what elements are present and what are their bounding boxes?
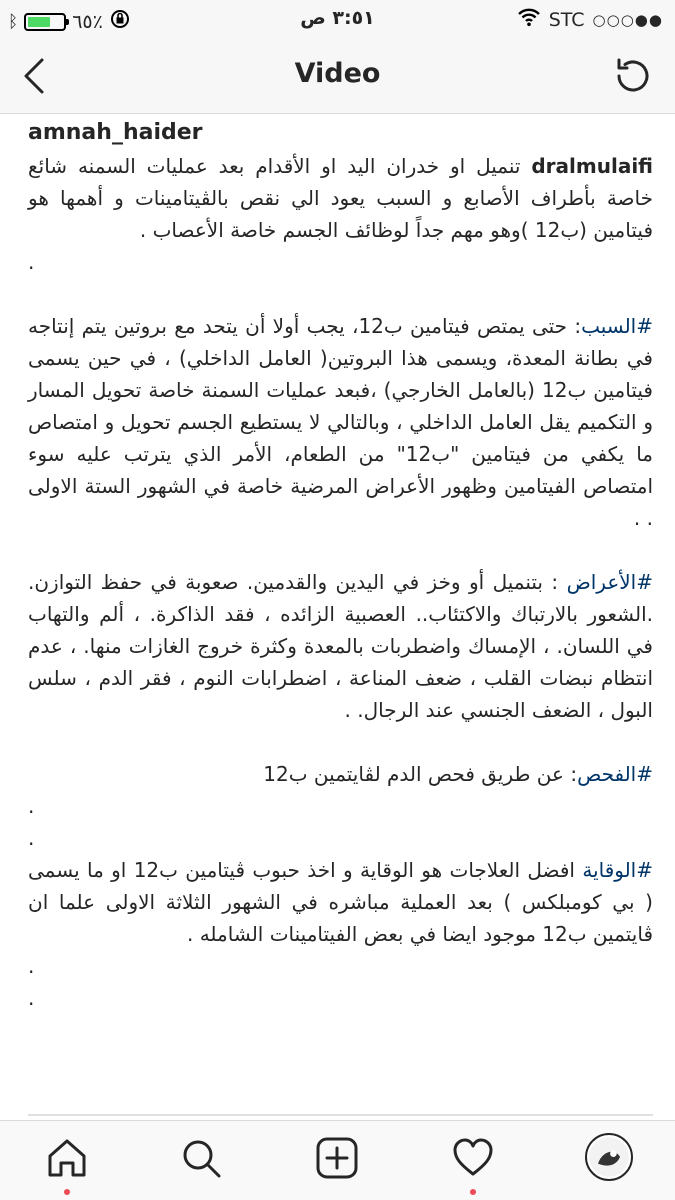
caption-dot: . [28, 826, 35, 850]
caption-symptoms [28, 566, 653, 726]
caption-dot: . [28, 794, 35, 818]
hashtag-cause[interactable]: #السبب [581, 314, 653, 338]
spacer [28, 726, 653, 758]
nav-bar [0, 38, 675, 114]
tab-activity[interactable] [450, 1135, 496, 1181]
spacer [28, 278, 653, 310]
activity-notification-dot [470, 1189, 476, 1195]
hashtag-symptoms[interactable]: #الأعراض [566, 570, 653, 594]
tab-add-post[interactable] [314, 1135, 360, 1181]
caption-intro [28, 150, 653, 246]
status-bar [0, 0, 675, 38]
caption-dot: . [28, 954, 35, 978]
avatar-image [587, 1134, 631, 1180]
refresh-icon [611, 54, 655, 98]
caption-test [28, 758, 653, 790]
page-title: Video [294, 58, 381, 89]
heart-icon [450, 1135, 496, 1181]
profile-avatar [585, 1133, 633, 1181]
home-notification-dot [64, 1189, 70, 1195]
refresh-button[interactable] [611, 54, 655, 98]
post-caption [28, 150, 653, 1014]
caption-cause [28, 310, 653, 534]
hashtag-prevention[interactable]: #الوقاية [582, 858, 653, 882]
caption-test-text: : عن طريق فحص الدم لڤايتمين ب12 [263, 762, 578, 786]
caption-cause-text: : حتى يمتص فيتامين ب12، يجب أولا أن يتحد مع بروتين يتم إنتاجه في بطانة المعدة، ويسمى هذا البروتين( العامل الداخلي) ، في حين يسمى فيتامين ب12 (بالعامل الخارجي) ،فبعد عمليات السمنة خاصة تحويل المسار و التكميم يقل العامل الداخلي ، وبالتالي لا يستطيع الجسم تحويل و امتصاص ما يكفي من فيتامين "ب12" من الطعام، الأمر الذي يترتب عليه سوء امتصاص الفيتامين وظهور الأعراض المرضية خاصة في الشهور الستة الاولى . . [28, 314, 654, 530]
caption-prevention-text: افضل العلاجات هو الوقاية و اخذ حبوب ڤيتامين ب12 او ما يسمى ( بي كومبلكس ) بعد العملية مباشره في الشهور الثلاثة الاولى علما ان ڤايتمين ب12 موجود ايضا في بعض الفيتامينات الشامله . [28, 858, 653, 946]
status-right [517, 7, 663, 32]
add-post-icon [314, 1135, 360, 1181]
caption-intro-text: تنميل او خدران اليد او الأقدام بعد عمليات السمنه شائع خاصة بأطراف الأصابع و السبب يعود الي نقص بالڤيتامينات و أهمها هو فيتامين (ب12 )وهو مهم جداً لوظائف الجسم خاصة الأعصاب . [28, 154, 653, 242]
tab-profile[interactable] [585, 1133, 631, 1179]
home-icon [44, 1135, 90, 1181]
caption-symptoms-text: : بتنميل أو وخز في اليدين والقدمين. صعوبة في حفظ التوازن. .الشعور بالارتباك والاكتئاب.. العصبية الزائده ، فقد الذاكرة. ، ألم والتهاب في اللسان. ، الإمساك واضطربات بالمعدة وكثرة خروج الغازات منها. ، عدم انتظام نبضات القلب ، ضعف المناعة ، اضطرابات النوم ، فقر الدم ، سلس البول ، الضعف الجنسي عند الرجال. . [28, 570, 653, 722]
status-time: ٣:٥١ ص [300, 7, 375, 29]
post-content [0, 114, 675, 1120]
signal-dots: ○○○●● [592, 10, 663, 29]
hashtag-test[interactable]: #الفحص [577, 762, 653, 786]
wifi-icon [517, 7, 541, 32]
tab-search[interactable] [178, 1135, 224, 1181]
caption-dot: . [28, 986, 35, 1010]
spacer [28, 534, 653, 566]
caption-handle[interactable]: dralmulaifi [531, 154, 653, 178]
tab-home[interactable] [44, 1135, 90, 1181]
caption-dot: . [28, 250, 35, 274]
post-username[interactable]: amnah_haider [28, 120, 203, 145]
bluetooth-icon: ᛒ [8, 11, 19, 32]
search-icon [178, 1135, 224, 1181]
battery-percent: ٦٥٪ [72, 10, 103, 33]
caption-prevention [28, 854, 653, 950]
tab-bar [0, 1120, 675, 1200]
carrier-name: STC [548, 8, 585, 31]
